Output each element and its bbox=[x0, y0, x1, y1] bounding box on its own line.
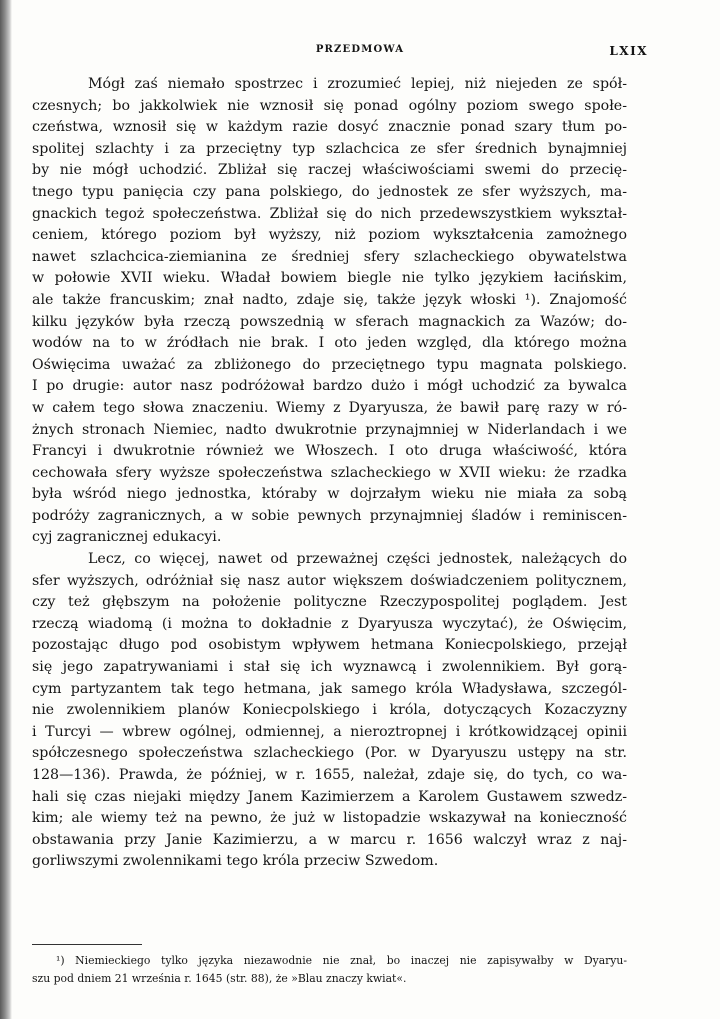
text-line: w całem tego słowa znaczeniu. Wiemy z Dyaryusza, że bawił parę razy w ró- bbox=[32, 399, 627, 416]
body-text bbox=[32, 74, 627, 873]
text-line: czesnych; bo jakkolwiek nie wznosił się ponad ogólny poziom swego społe- bbox=[32, 97, 627, 114]
text-line: kilku języków była rzeczą powszednią w sferach magnackich za Wazów; do- bbox=[32, 313, 627, 330]
text-line: czy też głębszym na położenie polityczne Rzeczypospolitej poglądem. Jest bbox=[32, 594, 627, 611]
text-line: się jego zapatrywaniami i stał się ich wyznawcą i zwolennikiem. Był gorą- bbox=[32, 659, 627, 676]
text-line: I po drugie: autor nasz podróżował bardzo dużo i mógł uchodzić za bywalca bbox=[32, 378, 627, 395]
text-line: Lecz, co więcej, nawet od przeważnej części jednostek, należących do bbox=[88, 551, 627, 568]
text-line: ale także francuskim; znał nadto, zdaje się, także język włoski ¹). Znajomość bbox=[32, 291, 627, 308]
text-line: gorliwszymi zwolennikami tego króla przeciw Szwedom. bbox=[32, 853, 439, 870]
text-line: Mógł zaś niemało spostrzec i zrozumieć lepiej, niż niejeden ze spół- bbox=[88, 76, 627, 92]
text-line: czeństwa, wznosił się w każdym razie dosyć znacznie ponad szary tłum po- bbox=[32, 119, 627, 136]
text-line: rzeczą wiadomą (i można to dokładnie z Dyaryusza wyczytać), że Oświęcim, bbox=[32, 615, 627, 632]
text-line: nawet szlachcica-ziemianina ze średniej sfery szlacheckiego obywatelstwa bbox=[32, 248, 627, 265]
text-line: żnych stronach Niemiec, nadto dwukrotnie przynajmniej w Niderlandach i we bbox=[32, 421, 627, 438]
text-line: w połowie XVII wieku. Władał bowiem biegle nie tylko językiem łacińskim, bbox=[32, 270, 627, 287]
text-line: gnackich tegoż społeczeństwa. Zbliżał się do nich przedewszystkiem wykształ- bbox=[32, 205, 627, 222]
text-line: spółczesnego społeczeństwa szlacheckiego (Por. w Dyaryuszu ustępy na str. bbox=[32, 745, 627, 762]
page-header bbox=[0, 44, 720, 64]
text-line: ceniem, którego poziom był wyższy, niż poziom wykształcenia zamożnego bbox=[32, 227, 627, 244]
text-line: pozostając długo pod osobistym wpływem hetmana Koniecpolskiego, przejął bbox=[32, 637, 627, 654]
footnote-rule bbox=[32, 944, 142, 945]
running-head: PRZEDMOWA bbox=[315, 44, 405, 55]
text-line: hali się czas niejaki między Janem Kazimierzem a Karolem Gustawem szwedz- bbox=[32, 788, 627, 805]
text-line: podróży zagranicznych, a w sobie pewnych przynajmniej śladów i reminiscen- bbox=[32, 507, 627, 524]
text-line: cym partyzantem tak tego hetmana, jak samego króla Władysława, szczegól- bbox=[32, 680, 627, 697]
footnotes bbox=[32, 952, 627, 988]
text-line: Oświęcima uważać za zbliżonego do przeciętnego typu magnata polskiego. bbox=[32, 356, 627, 373]
text-line: 128—136). Prawda, że później, w r. 1655, należał, zdaje się, do tych, co wa- bbox=[32, 767, 627, 783]
footnote-line: szu pod dniem 21 września r. 1645 (str. 88), że »Blau znaczy kwiat«. bbox=[32, 972, 407, 985]
text-line: spolitej szlachty i za przeciętny typ szlachcica ze sfer średnich bynajmniej bbox=[32, 140, 627, 157]
text-line: i Turcyi — wbrew ogólnej, odmiennej, a nieroztropnej i krótkowidzącej opinii bbox=[32, 723, 627, 740]
text-line: kim; ale wiemy też na pewno, że już w listopadzie wskazywał na konieczność bbox=[32, 810, 627, 827]
page-number: LXIX bbox=[609, 44, 648, 58]
text-line: tnego typu panięcia czy pana polskiego, do jednostek ze sfer wyższych, ma- bbox=[32, 183, 627, 200]
text-line: cechowała sfery wyższe społeczeństwa szlacheckiego w XVII wieku: że rzadka bbox=[32, 464, 627, 481]
footnote-line: ¹) Niemieckiego tylko języka niezawodnie nie znał, bo inaczej nie zapisywałby w Dyaryu- bbox=[56, 954, 627, 967]
text-line: obstawania przy Janie Kazimierzu, a w marcu r. 1656 walczył wraz z naj- bbox=[32, 831, 627, 848]
text-line: była wśród niego jednostka, któraby w dojrzałym wieku nie miała za sobą bbox=[32, 486, 627, 503]
text-line: by nie mógł uchodzić. Zbliżał się raczej właściwościami swemi do przecię- bbox=[32, 162, 627, 179]
text-line: nie zwolennikiem planów Koniecpolskiego i króla, dotyczących Kozaczyzny bbox=[32, 702, 627, 719]
text-line: Francyi i dwukrotnie również we Włoszech. I oto druga właściwość, która bbox=[32, 443, 627, 460]
text-line: sfer wyższych, odróżniał się nasz autor większem doświadczeniem politycznem, bbox=[32, 572, 627, 589]
page-binding-edge bbox=[0, 0, 12, 1019]
text-line: wodów na to w źródłach nie brak. I oto jeden względ, dla którego można bbox=[32, 335, 627, 352]
text-line: cyj zagranicznej edukacyi. bbox=[32, 529, 222, 546]
